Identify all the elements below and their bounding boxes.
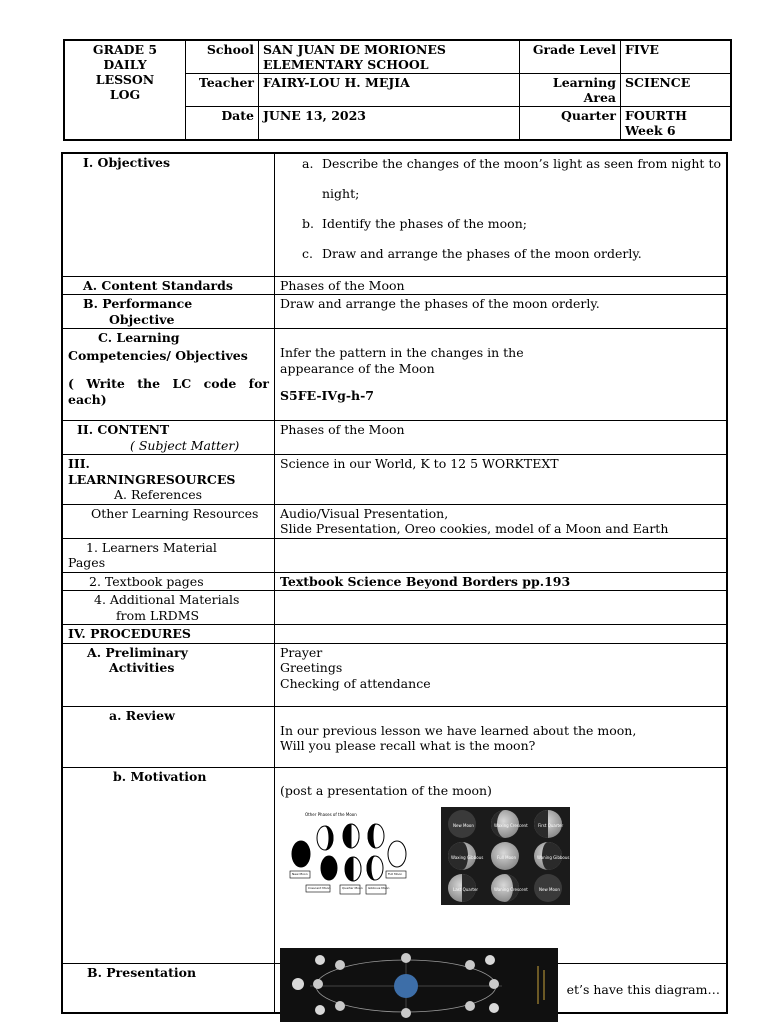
moon-photo-label: New Moon: [539, 887, 560, 892]
moon-diagram-title: Other Phases of the Moon: [305, 812, 357, 817]
moon-orbit-diagram: [280, 948, 558, 1022]
quarter-label: Quarter: [520, 107, 621, 141]
moon-shape: [367, 856, 383, 880]
moon-phases-photo-grid: [441, 807, 570, 905]
full-moon-shape: [388, 841, 406, 867]
school-value: [259, 40, 520, 74]
moon-shape: [345, 857, 361, 881]
moon-label: New Moon: [292, 872, 308, 876]
moon-photo-label: Waning Gibbous: [537, 855, 570, 860]
row-performance-objective: [62, 295, 727, 329]
moon-photo-label: Waxing Gibbous: [451, 855, 484, 860]
performance-objective-value: Draw and arrange the phases of the moon orderly.: [275, 295, 728, 329]
learning-competencies-label: [62, 329, 275, 421]
moon-photo-label: Full Moon: [497, 855, 516, 860]
content-label: [62, 421, 275, 455]
moon-shape: [321, 856, 337, 880]
additional-materials-line: from LRDMS: [116, 607, 200, 623]
procedures-label: IV. PROCEDURES: [62, 625, 275, 644]
row-other-resources: [62, 504, 727, 538]
new-moon-shape: [292, 841, 310, 867]
learning-competencies-value: [275, 329, 728, 421]
learners-material-line: Pages: [68, 555, 106, 570]
content-label-line: II. CONTENT: [77, 422, 170, 437]
moon-photo-label: Waxing Crescent: [494, 823, 528, 828]
preliminary-label-line: Activities: [109, 660, 175, 675]
log-title-line: LOG: [109, 87, 141, 102]
other-resources-label: Other Learning Resources: [62, 504, 275, 538]
log-title-line: GRADE 5: [92, 42, 158, 57]
grade-level-label: Grade Level: [520, 40, 621, 74]
moon-photo-label: First Quarter: [538, 823, 564, 828]
objectives-label: I. Objectives: [62, 153, 275, 276]
learners-material-label: [62, 538, 275, 572]
review-line: In our previous lesson we have learned about the moon,: [280, 722, 637, 738]
objective-text: Describe the changes of the moon’s light as seen from night to night;: [322, 156, 721, 201]
grade-level-value: FIVE: [621, 40, 732, 74]
procedures-value: [275, 625, 728, 644]
preliminary-label-line: A. Preliminary: [87, 644, 188, 660]
row-learning-competencies: [62, 329, 727, 421]
objective-marker: b.: [302, 216, 314, 231]
additional-materials-label: [62, 591, 275, 625]
moon-shape: [368, 824, 384, 848]
content-standards-label: A. Content Standards: [62, 276, 275, 295]
moon-photo-label: New Moon: [453, 823, 474, 828]
teacher-value: FAIRY-LOU H. MEJIA: [259, 74, 520, 107]
lc-value-line: appearance of the Moon: [280, 360, 435, 376]
resources-label-line: III.: [68, 456, 90, 471]
header-table: [63, 39, 732, 141]
lc-label-line: ( Write the LC code for each): [68, 376, 269, 407]
moon-shape: [343, 824, 359, 848]
earth-shape: [394, 974, 418, 998]
objective-text: Identify the phases of the moon;: [322, 216, 527, 231]
objectives-value: [275, 153, 728, 276]
performance-objective-label-line: Objective: [109, 311, 175, 327]
resources-label-line: LEARNINGRESOURCES: [68, 471, 236, 487]
date-label: Date: [186, 107, 259, 141]
row-learners-material: [62, 538, 727, 572]
objective-marker: a.: [302, 156, 314, 171]
textbook-label: 2. Textbook pages: [62, 572, 275, 591]
review-line: Will you please recall what is the moon?: [280, 738, 536, 753]
sun-rays: [538, 966, 544, 1004]
moon-phases-diagram: [285, 812, 411, 898]
moon-label: Crescent Moon: [308, 886, 331, 890]
teacher-label: Teacher: [186, 74, 259, 107]
review-value: [275, 706, 728, 767]
resources-label: [62, 455, 275, 505]
resources-value: Science in our World, K to 12 5 WORKTEXT: [275, 455, 728, 505]
content-standards-value: Phases of the Moon: [275, 276, 728, 295]
performance-objective-label: [62, 295, 275, 329]
moon-shape: [317, 826, 333, 850]
objectives-list: [280, 156, 721, 261]
motivation-label: b. Motivation: [62, 767, 275, 963]
other-resources-line: Audio/Visual Presentation,: [280, 505, 449, 521]
references-label: A. References: [114, 487, 203, 502]
presentation-text-end: et’s have this diagram…: [566, 981, 720, 997]
log-title: [64, 40, 186, 140]
lc-label-line: Competencies/ Objectives: [68, 347, 248, 363]
objective-text: Draw and arrange the phases of the moon orderly.: [322, 246, 642, 261]
objective-item: [280, 216, 721, 246]
preliminary-value: [275, 643, 728, 706]
row-textbook: [62, 572, 727, 591]
moon-label: Quarter Moon: [342, 886, 363, 890]
row-preliminary: [62, 643, 727, 706]
school-label: School: [186, 40, 259, 74]
preliminary-line: Checking of attendance: [280, 675, 431, 691]
content-sub-label: ( Subject Matter): [130, 437, 240, 453]
preliminary-line: Greetings: [280, 660, 343, 675]
preliminary-label: [62, 643, 275, 706]
moon-photo-label: Waning Crescent: [494, 887, 528, 892]
additional-materials-line: 4. Additional Materials: [94, 592, 240, 607]
learning-area-label-line: Area: [583, 90, 616, 105]
learners-material-value: [275, 538, 728, 572]
performance-objective-label-line: B. Performance: [83, 296, 193, 311]
learners-material-line: 1. Learners Material: [86, 539, 217, 555]
textbook-value: Textbook Science Beyond Borders pp.193: [275, 572, 728, 591]
objective-item: [280, 246, 721, 261]
row-review: [62, 706, 727, 767]
school-value-line: SAN JUAN DE MORIONES: [263, 42, 446, 57]
motivation-line: (post a presentation of the moon): [280, 782, 492, 798]
quarter-value: [621, 107, 732, 141]
content-value: Phases of the Moon: [275, 421, 728, 455]
row-content: [62, 421, 727, 455]
row-objectives: [62, 153, 727, 276]
learning-area-label-line: Learning: [552, 75, 616, 90]
presentation-label: B. Presentation: [62, 963, 275, 1013]
row-additional-materials: [62, 591, 727, 625]
quarter-value-line: FOURTH: [625, 108, 687, 123]
lc-value-line: Infer the pattern in the changes in the: [280, 345, 524, 360]
row-content-standards: [62, 276, 727, 295]
school-value-line: ELEMENTARY SCHOOL: [263, 57, 429, 72]
lc-code: S5FE-IVg-h-7: [280, 388, 374, 403]
log-title-line: DAILY: [103, 57, 147, 72]
review-label: a. Review: [62, 706, 275, 767]
lc-label-line: C. Learning: [98, 330, 180, 345]
row-resources: [62, 455, 727, 505]
objective-item: [280, 156, 721, 216]
other-resources-line: Slide Presentation, Oreo cookies, model of a Moon and Earth: [280, 521, 669, 536]
additional-materials-value: [275, 591, 728, 625]
moon-orbit-shapes: [280, 948, 558, 1022]
date-value: JUNE 13, 2023: [259, 107, 520, 141]
preliminary-line: Prayer: [280, 644, 323, 660]
learning-area-value: SCIENCE: [621, 74, 732, 107]
moon-label: Full Moon: [388, 872, 403, 876]
quarter-value-line: Week 6: [625, 123, 676, 138]
objective-marker: c.: [302, 246, 313, 261]
log-title-line: LESSON: [95, 72, 155, 87]
other-resources-value: [275, 504, 728, 538]
moon-photo-label: Last Quarter: [453, 887, 479, 892]
moon-label: Gibbous Moon: [368, 886, 390, 890]
row-procedures: [62, 625, 727, 644]
learning-area-label: [520, 74, 621, 107]
